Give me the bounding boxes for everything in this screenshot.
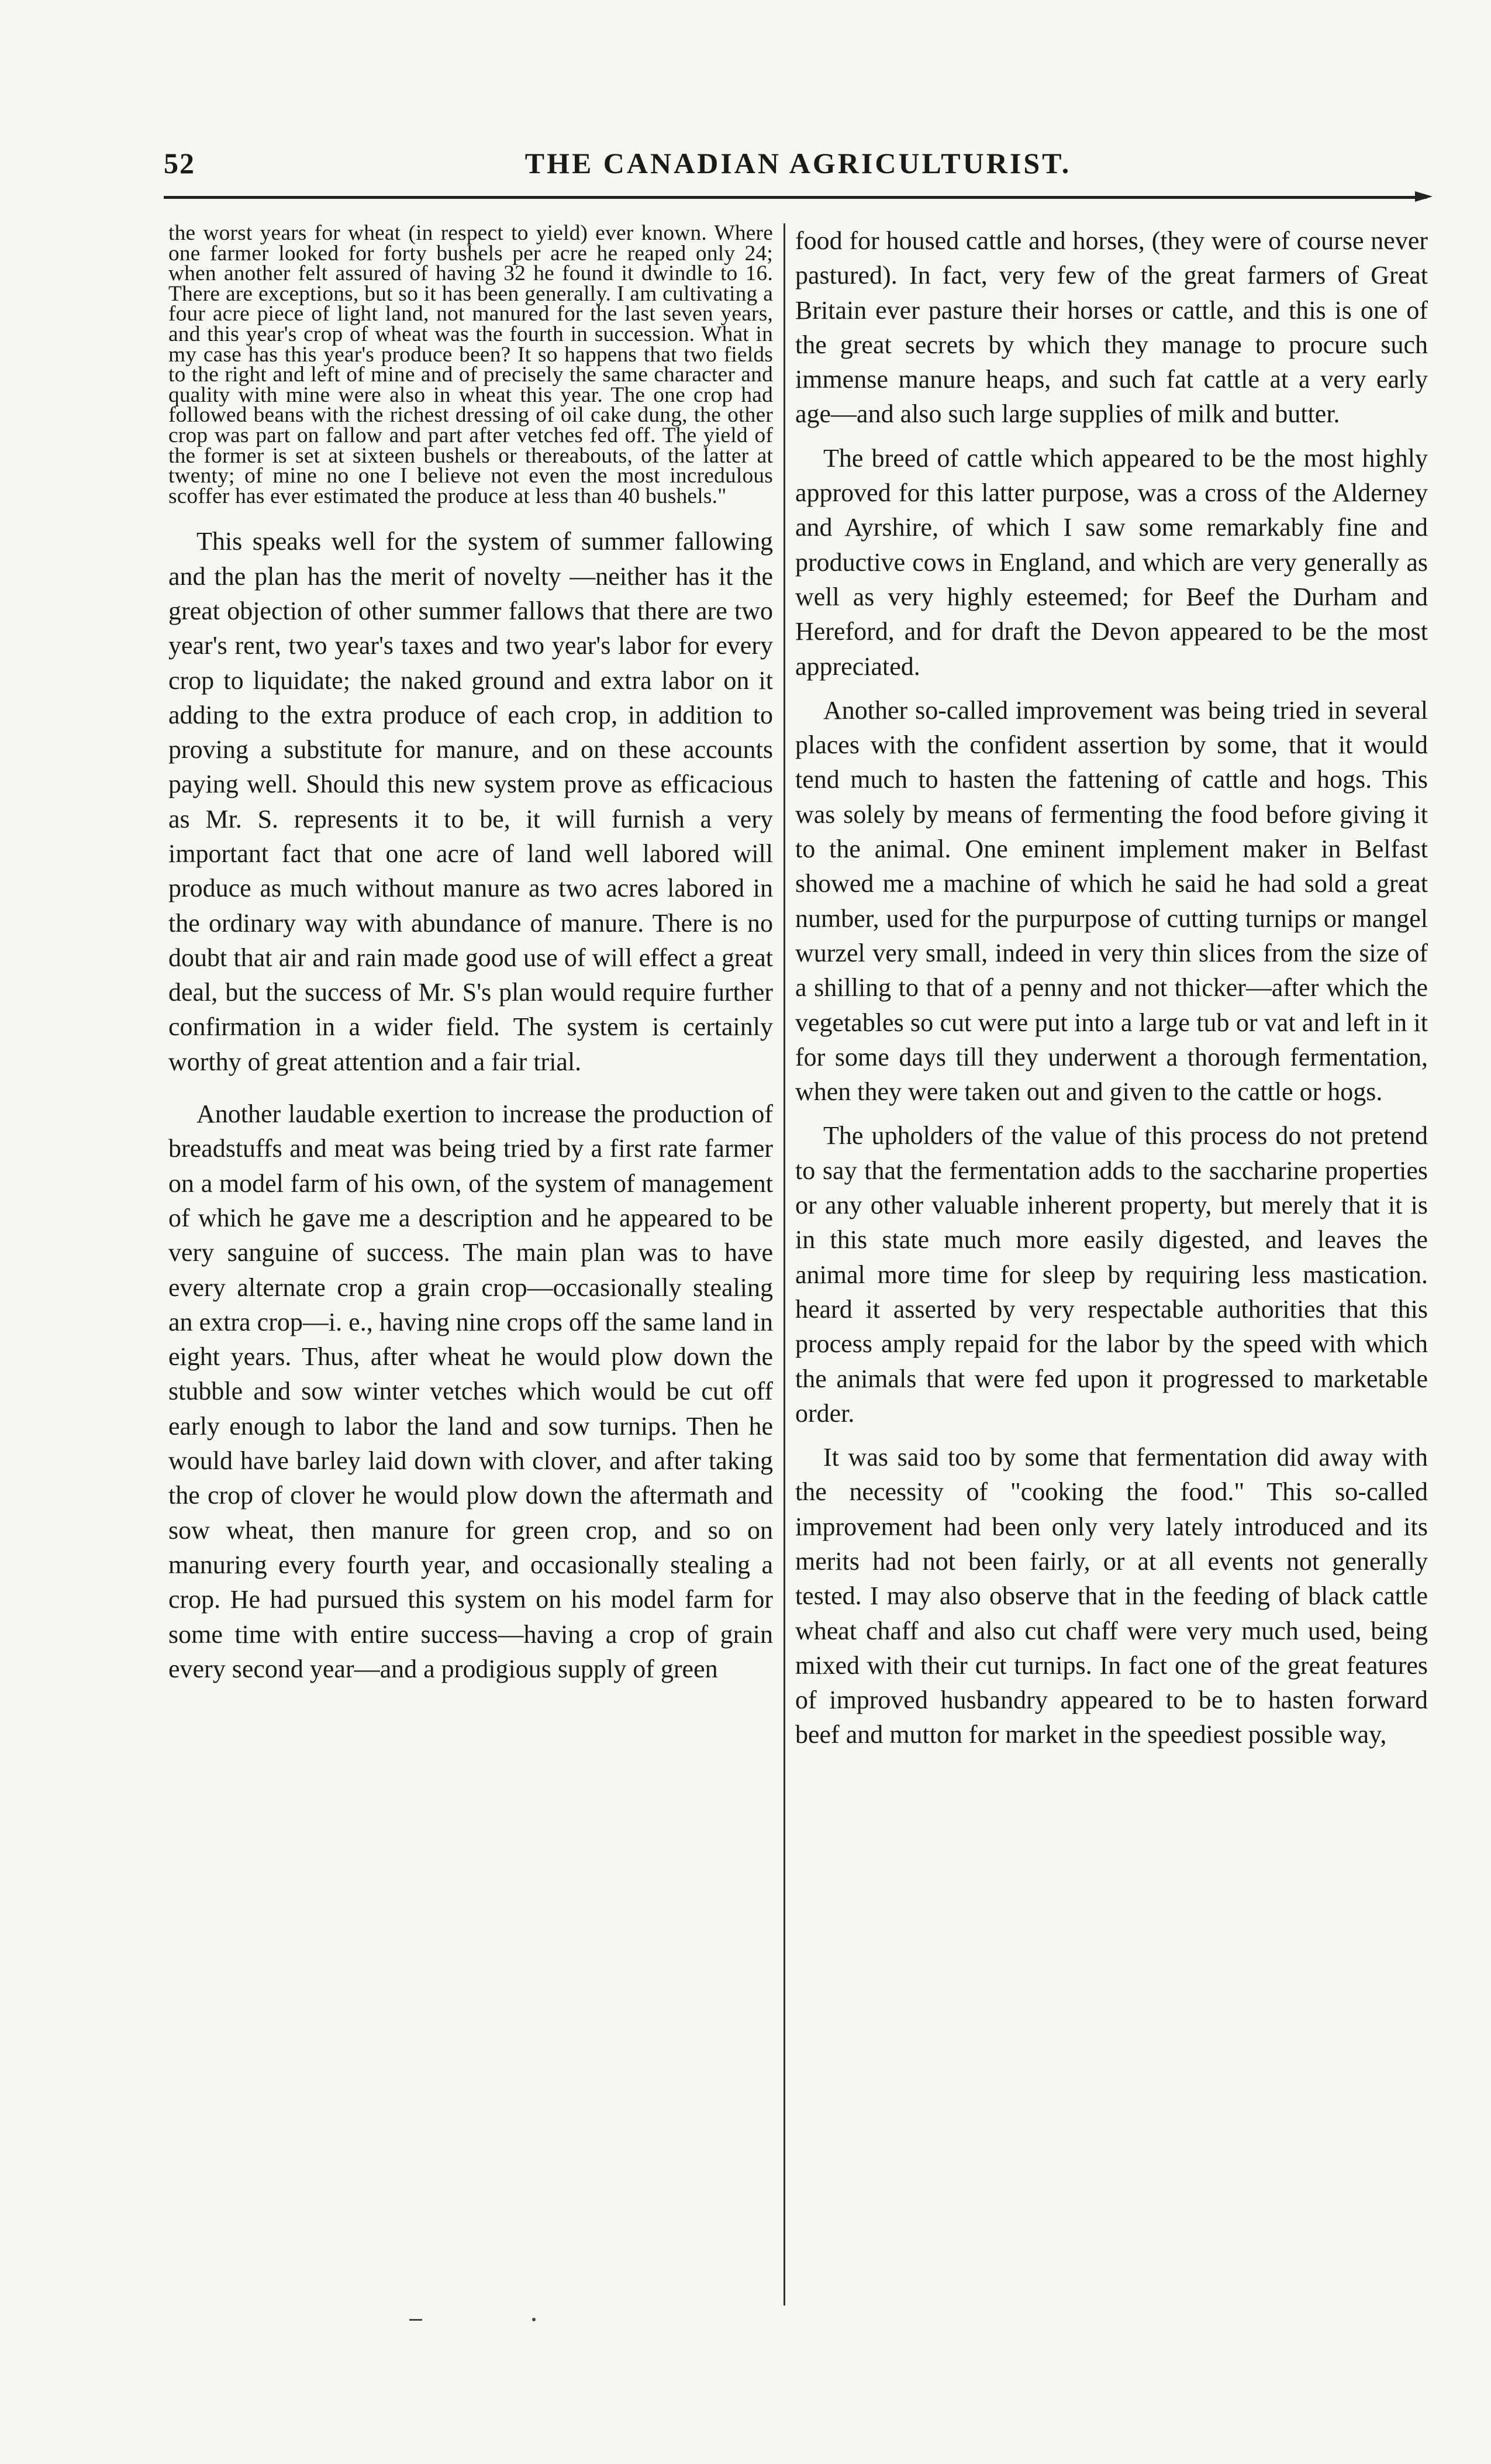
paragraph-cattle-breeds: The breed of cattle which appeared to be the most highly approved for this latter purpose, was a cross of the Alderney and Ayrshire, of which I saw some remarkably fine and productive cows in England, and which are very generally as well as very highly esteemed; for Beef the Durham and Hereford, and for draft the Devon appeared to be the most appreciated. [795,443,1428,681]
header-rule-tip [1415,191,1433,202]
right-column [795,223,1428,2306]
running-header [164,146,1433,187]
page-number: 52 [164,147,195,180]
footer-mark [409,2319,422,2321]
left-column [168,223,773,2306]
quoted-letter: the worst years for wheat (in respect to yield) ever known. Where one farmer looked for forty bushels per acre he reaped only 24; when another felt assured of having 32 he found it dwindle to 16. There are exceptions, but so it has been generally. I am cultivating a four acre piece of light land, not manured for the last seven years, and this year's crop of wheat was the fourth in succession. What in my case has this year's produce been? It so happens that two fields to the right and left of mine and of precisely the same character and quality with mine were also in wheat this year. The one crop had followed beans with the richest dressing of oil cake dung, the other crop was part on fallow and part after vetches fed off. The yield of the former is set at sixteen bushels or thereabouts, of the latter at twenty; of mine no one I believe not even the most incredulous scoffer has ever estimated the produce at less than 40 bushels." [168,223,773,508]
paragraph-model-farm: Another laudable exertion to increase the production of breadstuffs and meat was being tried by a first rate farmer on a model farm of his own, of the system of management of which he gave me a description and he appeared to be very sanguine of success. The main plan was to have every alternate crop a grain crop—occasionally stealing an extra crop—i. e., having nine crops off the same land in eight years. Thus, after wheat he would plow down the stubble and sow winter vetches which would be cut off early enough to labor the land and sow turnips. Then he would have barley laid down with clover, and after taking the crop of clover he would plow down the aftermath and sow wheat, then manure for green crop, and so on manuring every fourth year, and occasionally stealing a crop. He had pursued this system on his model farm for some time with entire success—having a crop of grain every second year—and a prodigious supply of green [168,1100,773,1683]
paragraph-housed-cattle: food for housed cattle and horses, (they were of course never pastured). In fact, very few of the great farmers of Great Britain ever pasture their horses or cattle, and this is one of the great secrets by which they manage to procure such immense manure heaps, and such fat cattle at a very early age—and also such large supplies of milk and butter. [795,226,1428,429]
footer-dot [532,2318,536,2321]
column-divider [784,223,785,2306]
paragraph-fermentation-value: The upholders of the value of this process do not pretend to say that the fermentation adds to the saccharine properties or any other valuable inherent property, but merely that it is in this state much more easily digested, and leaves the animal more time for sleep by requiring less mastication. heard it asserted by very respectable authorities that this process amply repaid for the labor by the speed with which the animals that were fed upon it progressed to marketable order. [795,1121,1428,1428]
paragraph-summer-fallowing: This speaks well for the system of summer fallowing and the plan has the merit of novelty —neither has it the great objection of other summer fallows that there are two year's rent, two year's taxes and two year's labor for every crop to liquidate; the naked ground and extra labor on it adding to the extra produce of each crop, in addition to proving a substitute for manure, and on these accounts paying well. Should this new system prove as efficacious as Mr. S. represents it to be, it will furnish a very important fact that one acre of land well labored will produce as much without manure as two acres labored in the ordinary way with abundance of manure. There is no doubt that air and rain made good use of will effect a great deal, but the success of Mr. S's plan would require further confirmation in a wider field. The system is certainly worthy of great attention and a fair trial. [168,527,773,1076]
paragraph-cooking-food: It was said too by some that fermentation did away with the necessity of "cooking the food." This so-called improvement had been only very lately introduced and its merits had not been fairly, or at all events not generally tested. I may also observe that in the feeding of black cattle wheat chaff and also cut chaff were very much used, being mixed with their cut turnips. In fact one of the great features of improved husbandry appeared to be to hasten forward beef and mutton for market in the speediest possible way, [795,1443,1428,1749]
running-title: THE CANADIAN AGRICULTURIST. [524,147,1072,180]
paragraph-fermenting-food: Another so-called improvement was being tried in several places with the confident assertion by some, that it would tend much to hasten the fattening of cattle and hogs. This was solely by means of fermenting the food before giving it to the animal. One eminent implement maker in Belfast showed me a machine of which he said he had sold a great number, used for the purpurpose of cutting turnips or mangel wurzel very small, indeed in very thin slices from the size of a shilling to that of a penny and not thicker—after which the vegetables so cut were put into a large tub or vat and left in it for some days till they underwent a thorough fermentation, when they were taken out and given to the cattle or hogs. [795,695,1428,1107]
header-rule [164,196,1427,199]
